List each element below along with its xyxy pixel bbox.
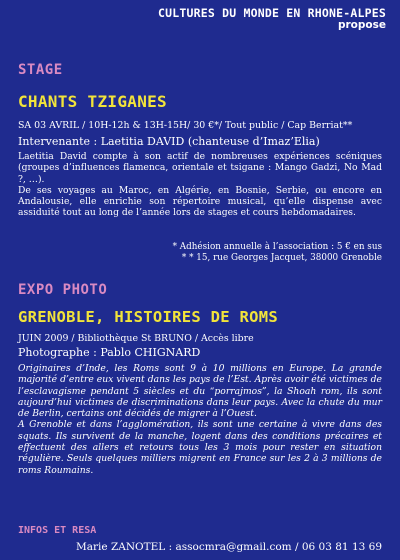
expo-tag: EXPO PHOTO [18, 282, 108, 298]
stage-title: CHANTS TZIGANES [18, 92, 167, 111]
organizer-name: CULTURES DU MONDE EN RHONE-ALPES [158, 6, 386, 20]
stage-note-2: * * 15, rue Georges Jacquet, 38000 Grenoble [181, 252, 382, 263]
stage-intervenant: Intervenante : Laetitia DAVID (chanteuse d’Imaz’Elia) [18, 135, 320, 148]
stage-info: SA 03 AVRIL / 10H-12h & 13H-15H/ 30 €*/ Tout public / Cap Berriat** [18, 120, 353, 131]
stage-paragraph-1: Laetitia David compte à son actif de nombreuses expériences scéniques (groupes d’influences flamenca, orientale et tsigane : Mango Gadzi, No Mad ?, …). [18, 151, 382, 185]
stage-note-1: * Adhésion annuelle à l’association : 5 € en sus [172, 242, 382, 252]
contact-phone[interactable]: 06 03 81 13 69 [301, 541, 382, 553]
propose-label: propose [337, 19, 386, 31]
expo-paragraph-1: Originaires d’Inde, les Roms sont 9 à 10 millions en Europe. La grande majorité d’entre eux vivent dans les pays de l’Est. Après avoir été victimes de l’esclavagisme pendant 5 siècles et du “porrajmos”, la Shoah rom, ils sont aujourd’hui victimes de discriminations dans leur pays. Avec la chute du mur de Berlin, certains ont décidés de migrer à l’Ouest. [18, 363, 382, 420]
stage-description [18, 151, 382, 219]
contact-name: Marie ZANOTEL : [76, 541, 176, 553]
expo-info: JUIN 2009 / Bibliothèque St BRUNO / Accès libre [18, 333, 254, 344]
expo-description [18, 363, 382, 476]
infos-resa-tag: INFOS ET RESA [18, 525, 97, 536]
expo-title: GRENOBLE, HISTOIRES DE ROMS [18, 308, 279, 326]
stage-tag: STAGE [18, 62, 63, 78]
contact-line [76, 541, 382, 553]
stage-paragraph-2: De ses voyages au Maroc, en Algérie, en Bosnie, Serbie, ou encore en Andalousie, elle enrichie son répertoire musical, qu’elle dispense avec assiduité tout au long de l’année lors de stages et cours hebdomadaires. [18, 184, 382, 219]
stage-notes [173, 242, 382, 264]
contact-email[interactable]: assocmra@gmail.com [175, 541, 292, 553]
organizer-header [158, 6, 386, 31]
expo-paragraph-2: A Grenoble et dans l’agglomération, ils sont une certaine à vivre dans des squats. Ils survivent de la manche, logent dans des conditions précaires et effectuent des allers et retours tous les 3 mois pour rester en situation régulière. Seuls quelques milliers migrent en France sur les 2 à 3 millions de roms Roumains. [18, 419, 382, 476]
expo-photographe: Photographe : Pablo CHIGNARD [18, 346, 201, 359]
contact-separator: / [291, 541, 302, 553]
